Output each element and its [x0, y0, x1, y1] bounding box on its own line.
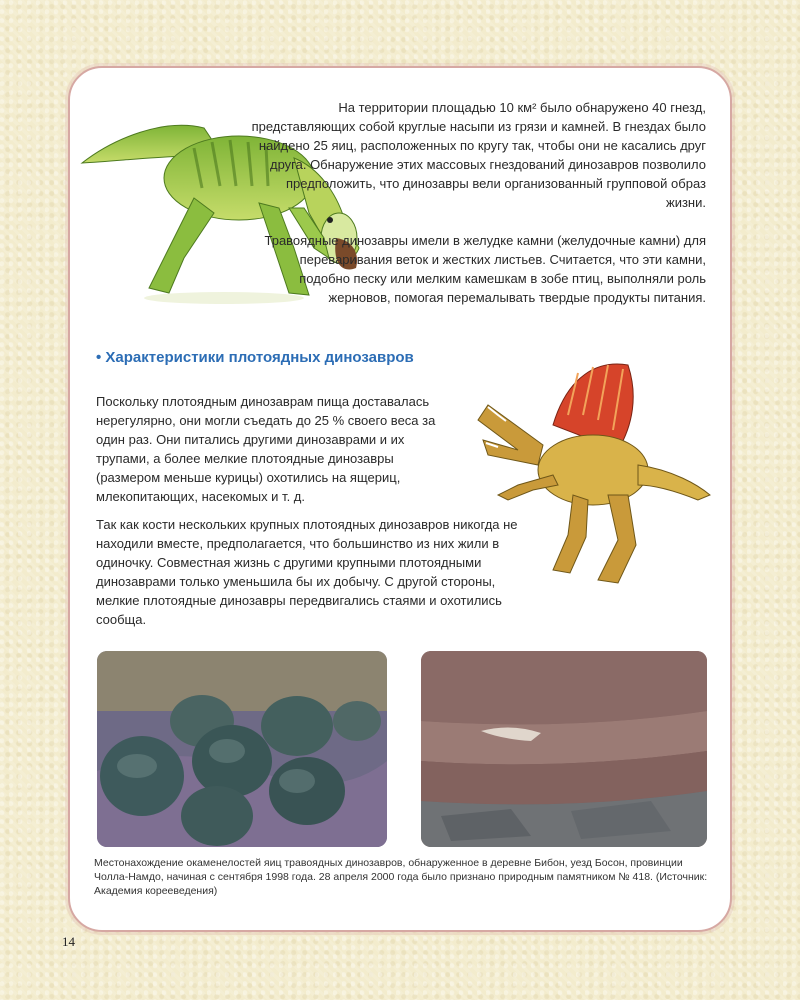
intro-paragraph-1: На территории площадью 10 км² было обнаружено 40 гнезд, представляющих собой круглые насыпи из грязи и камней. В гнездах было найдено 25 яиц, расположенных по кругу так, чтобы они не касались друг друга. Обнаружение этих массовых гнездований динозавров позволило предположить, что динозавры вели организованный групповой образ жизни. [251, 100, 706, 210]
section-heading: • Характеристики плотоядных динозавров [96, 349, 414, 366]
rock-layers-photo [421, 651, 707, 847]
page-number: 14 [62, 934, 75, 949]
carnivore-text-1: Поскольку плотоядным динозаврам пища доставалась нерегулярно, они могли съедать до 25 % своего веса за один раз. Они питались другими динозаврами и их трупами, а более мелкие плотоядные динозавры (размером меньше курицы) охотились на ящериц, млекопитающих, насекомых и т. д. [96, 394, 436, 504]
carnivore-text-2: Так как кости нескольких крупных плотоядных динозавров никогда не находили вместе, предполагается, что большинство из них жили в одиночку. Совместная жизнь с другими крупными плотоядными динозаврами только уменьшила бы их добычу. С другой стороны, мелкие плотоядные динозавры передвигались стаями и охотились сообща. [96, 517, 518, 627]
photo-caption: Местонахождение окаменелостей яиц травоядных динозавров, обнаруженное в деревне Бибон, уезд Босон, провинции Чолла-Намдо, начиная с сентября 1998 года. 28 апреля 2000 года было признано природным памятником № 418. (Источник: Академия корееведения) [94, 857, 708, 897]
intro-text [246, 98, 706, 307]
carnivore-paragraph-1 [96, 392, 456, 506]
fossil-eggs-photo [97, 651, 387, 847]
intro-paragraph-2: Травоядные динозавры имели в желудке камни (желудочные камни) для переваривания веток и жестких листьев. Считается, что эти камни, подобно песку или мелким камешкам в зобе птиц, выполняли роль жерновов, помогая перемалывать твердые продукты питания. [264, 233, 706, 305]
carnivore-paragraph-2 [96, 515, 538, 629]
